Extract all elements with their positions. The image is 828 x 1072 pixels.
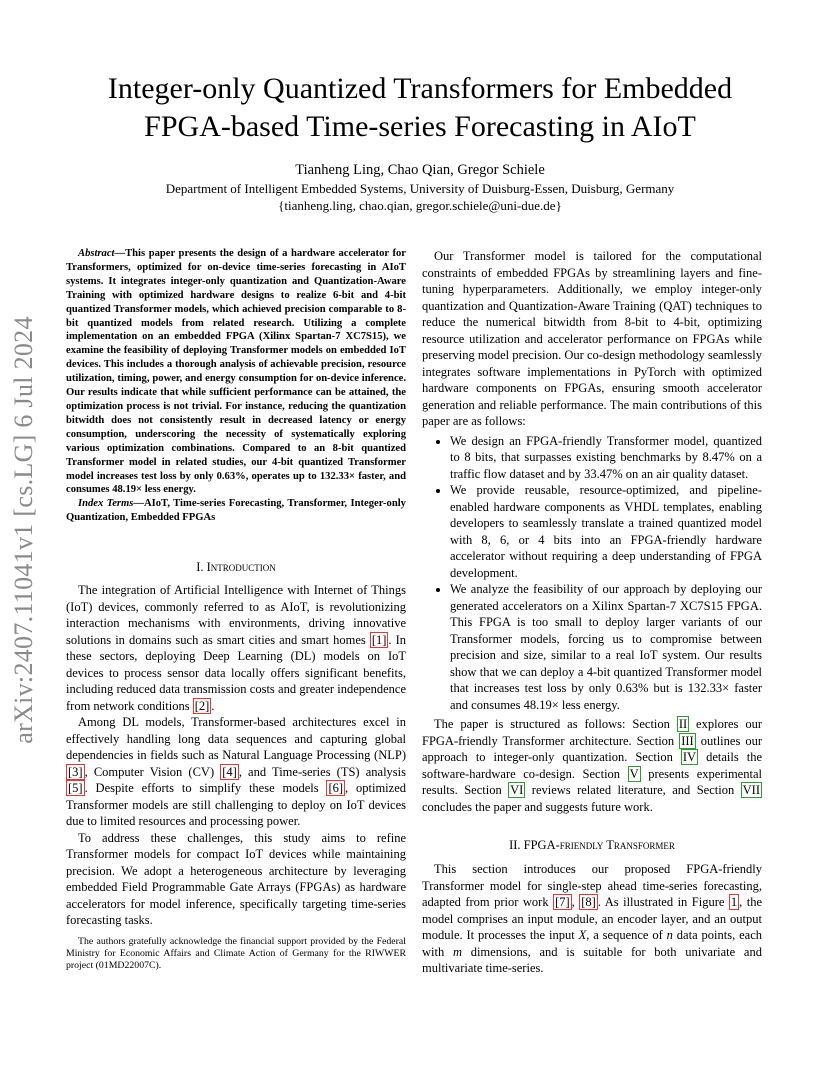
title-line-1: Integer-only Quantized Transformers for Embedded (107, 72, 733, 105)
section-link[interactable]: VII (742, 783, 760, 797)
authors: Tianheng Ling, Chao Qian, Gregor Schiele (295, 162, 545, 178)
citation-link[interactable]: [3] (68, 764, 83, 779)
intro-paragraph-1: The integration of Artificial Intelligence with Internet of Things (IoT) devices, commonly referred to as AIoT, is revolutionizing interaction mechanisms with environments, driving innovative solutions in domains such as smart cities and smart homes [1] . In these sectors, deploying Deep Learning (DL) models on IoT devices to process sensor data locally offers significant benefits, including reduced data transmission costs and greater independence from network conditions [2] . (66, 583, 406, 713)
abstract (66, 247, 406, 525)
section-link[interactable]: VI (510, 783, 524, 797)
citation-link[interactable]: [5] (68, 781, 83, 795)
citation-link[interactable]: [2] (194, 698, 210, 713)
figure-link[interactable]: 1 (730, 895, 738, 909)
section2-paragraph-1: This section introduces our proposed FPGA-friendly Transformer model for single-step ahead time-series forecasting, adapted from prior work [7] , [8] . As illustrated in Figure 1 , the model comprises an input module, an encoder layer, and an output module. It processes the input X, a sequence of n data points, each with m dimensions, and is suitable for both univariate and multivariate time-series. (422, 862, 762, 975)
footnote: The authors gratefully acknowledge the financial support provided by the Federal Ministry for Economic Affairs and Climate Action of Germany for the RIWWER project (01MD22007C). (66, 936, 406, 971)
section-link[interactable]: V (629, 766, 639, 781)
paper-title (40, 70, 800, 146)
affiliation: Department of Intelligent Embedded Systems, University of Duisburg-Essen, Duisburg, Germany (165, 181, 675, 196)
citation-link[interactable]: [1] (371, 632, 387, 647)
intro-paragraph-3: To address these challenges, this study aims to refine Transformer models for compact IoT devices while maintaining precision. We adopt a heterogeneous architecture by leveraging embedded Field Programmable Gate Arrays (FPGAs) as hardware accelerators for model inference, specifically targeting time-series forecasting tasks. (66, 830, 406, 927)
list-item: • We design an FPGA-friendly Transformer model, quantized to 8 bits, that surpasses existing benchmarks by 8.47% on a traffic flow dataset and by 33.47% on an air quality dataset. (450, 433, 762, 483)
abstract-label: Abstract (78, 248, 115, 259)
index-terms-text: —AIoT, Time-series Forecasting, Transformer, Integer-only Quantization, Embedded FPGAs (66, 498, 406, 524)
section-link[interactable]: III (681, 733, 694, 748)
abstract-text: —This paper presents the design of a hardware accelerator for Transformers, optimized for on-device time-series forecasting in AIoT systems. It integrates integer-only quantization and Quantization-Aware Training with optimized hardware designs to realize 6-bit and 4-bit quantized Transformer models, which achieved precision comparable to 8-bit quantized models from related research. Utilizing a complete implementation on an embedded FPGA (Xilinx Spartan-7 XC7S15), we examine the feasibility of deploying Transformer models on embedded IoT devices. This includes a thorough analysis of achievable precision, resource utilization, timing, power, and energy consumption for on-device inference. Our results indicate that while sufficient performance can be attained, the optimization process is not trivial. For instance, reducing the quantization bitwidth does not consistently result in decreased latency or energy consumption, underscoring the necessity of systematically exploring various optimization combinations. Compared to an 8-bit quantized Transformer model in related studies, our 4-bit quantized Transformer model increases test loss by only 0.63%, operates up to 132.33× faster, and consumes 48.19× less energy. (66, 248, 406, 496)
right-column-body (422, 248, 762, 815)
arxiv-identifier: arXiv:2407.11041v1 [cs.LG] 6 Jul 2024 (9, 316, 38, 744)
paper-structure-paragraph: The paper is structured as follows: Section II explores our FPGA-friendly Transformer architecture. Section III outlines our approach to integer-only quantization. Section IV details the software-hardware co-design. Section V presents experimental results. Section VI reviews related literature, and Section VII concludes the paper and suggests future work. (422, 717, 762, 814)
contributions-list (422, 433, 762, 714)
index-terms-label: Index Terms (78, 498, 134, 510)
citation-link[interactable]: [8] (581, 895, 596, 909)
introduction-body (66, 582, 406, 929)
list-item: • We provide reusable, resource-optimized, and pipeline-enabled hardware components as VHDL templates, enabling developers to seamlessly translate a trained quantized model with 8, 6, or 4 bits into an FPGA-friendly hardware accelerator without requiring a deep understanding of FPGA development. (450, 482, 762, 581)
citation-link[interactable]: [4] (222, 764, 237, 779)
contributions-intro: Our Transformer model is tailored for the computational constraints of embedded FPGAs by streamlining layers and fine-tuning hyperparameters. Additionally, we employ integer-only quantization and Quantization-Aware Training (QAT) techniques to reduce the numerical bitwidth from 8-bit to 4-bit, optimizing resource utilization and accelerator performance on FPGAs while preserving model precision. Our co-design methodology seamlessly integrates software implementations in PyTorch with optimized hardware components on FPGAs, ensuring smooth accelerator generation and reliable performance. The main contributions of this paper are as follows: (422, 249, 762, 428)
section-heading-fpga-friendly-transformer: II. FPGA-friendly Transformer (509, 838, 675, 852)
intro-paragraph-2: Among DL models, Transformer-based architectures excel in effectively handling long data sequences and capturing global dependencies in fields such as Natural Language Processing (NLP) [3] , Computer Vision (CV) [4] , and Time-series (TS) analysis [5] . Despite efforts to simplify these models [6] , optimized Transformer models are still challenging to deploy on IoT devices due to limited resources and processing power. (66, 715, 406, 828)
citation-link[interactable]: [6] (328, 781, 344, 795)
section-heading-introduction: I. Introduction (196, 560, 276, 574)
section-link[interactable]: II (678, 717, 688, 731)
title-line-2: FPGA-based Time-series Forecasting in AIoT (144, 110, 696, 143)
author-emails: {tianheng.ling, chao.qian, gregor.schiele@uni-due.de} (278, 198, 562, 213)
arxiv-sidebar (0, 300, 48, 760)
citation-link[interactable]: [7] (555, 895, 570, 909)
list-item: • We analyze the feasibility of our approach by deploying our generated accelerators on a Xilinx Spartan-7 XC7S15 FPGA. This FPGA is too small to deploy larger variants of our Transformer models, forcing us to compromise between precision and size, similar to a real IoT system. Our results show that we can deploy a 4-bit quantized Transformer model that increases test loss by only 0.63% but is 132.33× faster and consumes 48.19× less energy. (450, 581, 762, 713)
section-link[interactable]: IV (682, 750, 697, 764)
section2-body (422, 861, 762, 977)
